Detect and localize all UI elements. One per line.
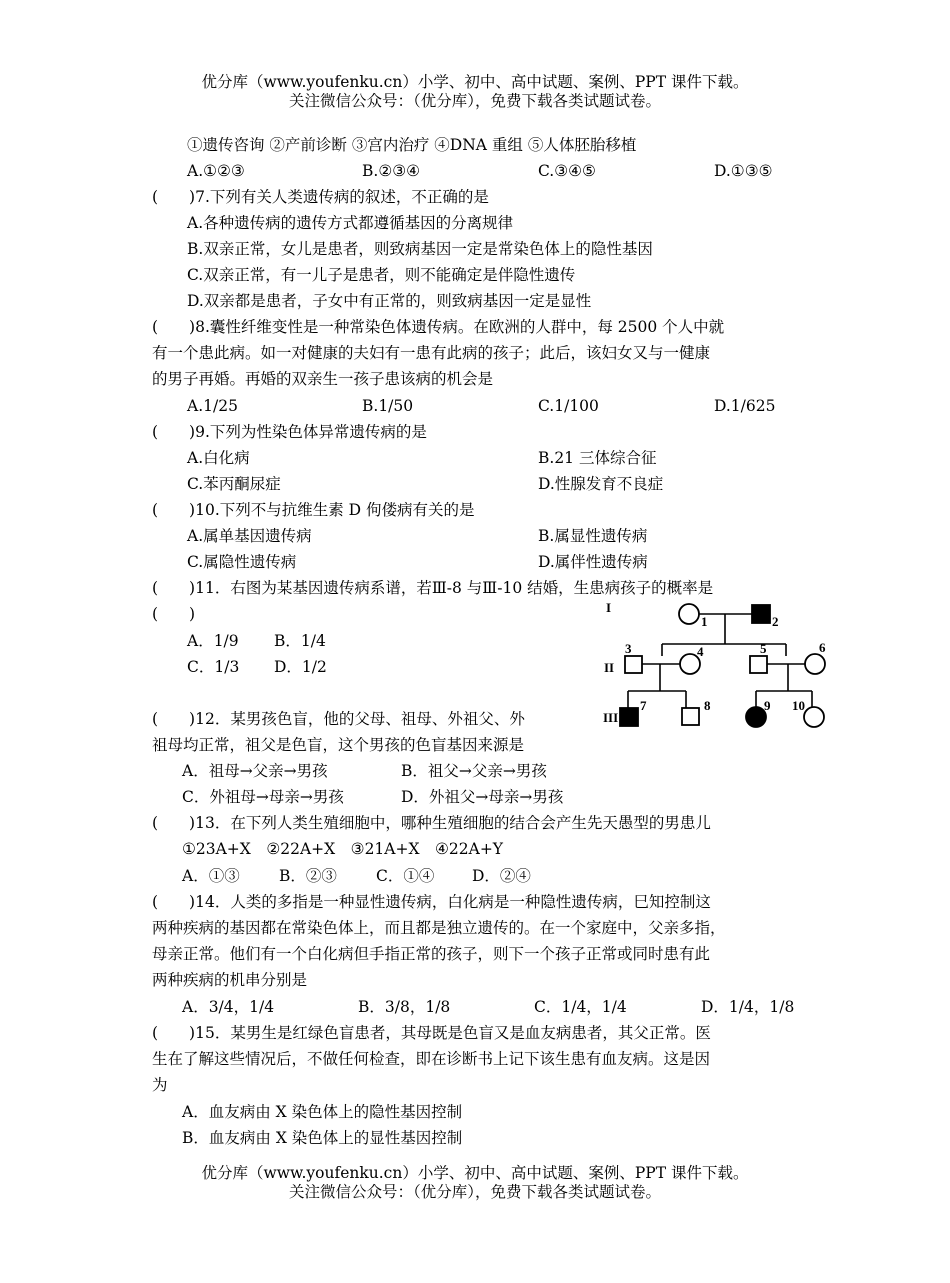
q8-option-c: C.1/100 xyxy=(538,397,599,415)
member-number-7: 7 xyxy=(640,698,647,713)
q13-items: ①23A+X ②22A+X ③21A+X ④22A+Y xyxy=(182,840,504,858)
q7-option-b: B.双亲正常，女儿是患者，则致病基因一定是常染色体上的隐性基因 xyxy=(187,240,653,258)
member-number-5: 5 xyxy=(760,641,767,656)
pedigree-male-2-affected xyxy=(752,605,770,623)
q6-option-b: B.②③④ xyxy=(362,162,421,180)
header-line-1: 优分库（www.youfenku.cn）小学、初中、高中试题、案例、PPT 课件下载。 xyxy=(201,73,749,91)
q10-option-d: D.属伴性遗传病 xyxy=(538,553,648,571)
q8-stem-line-2: 有一个患此病。如一对健康的夫妇有一患有此病的孩子；此后，该妇女又与一健康 xyxy=(152,344,711,362)
pedigree-male-8 xyxy=(682,708,699,725)
q8-option-d: D.1/625 xyxy=(714,397,776,415)
q6-items: ①遗传咨询 ②产前诊断 ③宫内治疗 ④DNA 重组 ⑤人体胚胎移植 xyxy=(187,136,637,154)
header-line-2: 关注微信公众号：（优分库），免费下载各类试题试卷。 xyxy=(288,92,661,110)
footer-line-2: 关注微信公众号：（优分库），免费下载各类试题试卷。 xyxy=(288,1183,661,1201)
q14-option-b: B．3/8，1/8 xyxy=(358,998,451,1016)
pedigree-female-6 xyxy=(805,654,825,674)
pedigree-female-9-affected xyxy=(746,707,766,727)
q14-option-d: D．1/4，1/8 xyxy=(701,998,795,1016)
q9-option-b: B.21 三体综合征 xyxy=(538,449,657,467)
q13-stem: ( )13．在下列人类生殖细胞中，哪种生殖细胞的结合会产生先天愚型的男患儿 xyxy=(152,814,711,832)
q11-option-a: A．1/9 xyxy=(187,632,239,650)
q13-option-c: C．①④ xyxy=(376,867,435,885)
q14-stem-line-3: 母亲正常。他们有一个白化病但手指正常的孩子，则下一个孩子正常或同时患有此 xyxy=(152,945,711,963)
pedigree-female-10 xyxy=(804,707,824,727)
q12-option-d: D．外祖父→母亲→男孩 xyxy=(401,788,564,806)
q7-option-d: D.双亲都是患者，子女中有正常的，则致病基因一定是显性 xyxy=(187,292,592,310)
q9-option-c: C.苯丙酮尿症 xyxy=(187,475,281,493)
q14-option-c: C．1/4，1/4 xyxy=(534,998,627,1016)
generation-label-1: I xyxy=(606,600,612,615)
q14-stem-line-2: 两种疾病的基因都在常染色体上，而且都是独立遗传的。在一个家庭中，父亲多指， xyxy=(152,919,726,937)
q15-stem-line-3: 为 xyxy=(152,1076,168,1094)
pedigree-male-5 xyxy=(750,656,767,673)
pedigree-male-3 xyxy=(625,656,642,673)
member-number-1: 1 xyxy=(701,614,708,629)
q9-stem: ( )9.下列为性染色体异常遗传病的是 xyxy=(152,423,427,441)
q7-stem: ( )7.下列有关人类遗传病的叙述，不正确的是 xyxy=(152,188,489,206)
member-number-2: 2 xyxy=(772,614,779,629)
q11-stem-line-2: ( ) xyxy=(152,605,196,623)
pedigree-male-7-affected xyxy=(620,708,638,726)
q8-stem-line-1: ( )8.囊性纤维变性是一种常染色体遗传病。在欧洲的人群中，每 2500 个人中就 xyxy=(152,318,725,336)
footer-line-1: 优分库（www.youfenku.cn）小学、初中、高中试题、案例、PPT 课件下载。 xyxy=(201,1164,749,1182)
generation-label-3: III xyxy=(603,710,619,725)
q6-option-d: D.①③⑤ xyxy=(714,162,773,180)
q12-option-b: B．祖父→父亲→男孩 xyxy=(401,762,547,780)
q7-option-a: A.各种遗传病的遗传方式都遵循基因的分离规律 xyxy=(187,214,514,232)
q10-option-b: B.属显性遗传病 xyxy=(538,527,648,545)
member-number-9: 9 xyxy=(764,698,771,713)
q14-stem-line-1: ( )14．人类的多指是一种显性遗传病，白化病是一种隐性遗传病，巳知控制这 xyxy=(152,893,711,911)
q13-option-a: A．①③ xyxy=(182,867,240,885)
q8-option-b: B.1/50 xyxy=(362,397,414,415)
q12-stem-line-1: ( )12．某男孩色盲，他的父母、祖母、外祖父、外 xyxy=(152,710,525,728)
q6-option-a: A.①②③ xyxy=(187,162,245,180)
q6-option-c: C.③④⑤ xyxy=(538,162,596,180)
q10-option-a: A.属单基因遗传病 xyxy=(187,527,312,545)
pedigree-diagram xyxy=(600,596,835,736)
q13-option-d: D．②④ xyxy=(472,867,531,885)
member-number-8: 8 xyxy=(704,698,711,713)
q10-stem: ( )10.下列不与抗维生素 D 佝偻病有关的是 xyxy=(152,501,475,519)
q15-stem-line-1: ( )15．某男生是红绿色盲患者，其母既是色盲又是血友病患者，其父正常。医 xyxy=(152,1024,711,1042)
q8-stem-line-3: 的男子再婚。再婚的双亲生一孩子患该病的机会是 xyxy=(152,370,494,388)
q11-option-c: C．1/3 xyxy=(187,658,240,676)
q9-option-a: A.白化病 xyxy=(187,449,250,467)
pedigree-female-1 xyxy=(679,604,699,624)
q11-stem-line-1: ( )11．右图为某基因遗传病系谱，若Ⅲ-8 与Ⅲ-10 结婚，生患病孩子的概率是 xyxy=(152,579,714,597)
q14-option-a: A．3/4，1/4 xyxy=(182,998,275,1016)
member-number-6: 6 xyxy=(819,640,826,655)
q12-option-a: A．祖母→父亲→男孩 xyxy=(182,762,328,780)
q8-option-a: A.1/25 xyxy=(187,397,238,415)
q11-option-d: D．1/2 xyxy=(274,658,327,676)
q14-stem-line-4: 两种疾病的机串分别是 xyxy=(152,971,308,989)
q15-stem-line-2: 生在了解这些情况后，不做任何检查，即在诊断书上记下该生患有血友病。这是因 xyxy=(152,1050,711,1068)
q12-option-c: C．外祖母→母亲→男孩 xyxy=(182,788,344,806)
q15-option-b: B．血友病由 X 染色体上的显性基因控制 xyxy=(182,1129,463,1147)
q13-option-b: B．②③ xyxy=(279,867,337,885)
member-number-3: 3 xyxy=(625,641,632,656)
member-number-4: 4 xyxy=(697,644,704,659)
member-number-10: 10 xyxy=(792,698,805,713)
generation-label-2: II xyxy=(604,660,615,675)
q10-option-c: C.属隐性遗传病 xyxy=(187,553,297,571)
q7-option-c: C.双亲正常，有一儿子是患者，则不能确定是伴隐性遗传 xyxy=(187,266,576,284)
q11-option-b: B．1/4 xyxy=(274,632,326,650)
q9-option-d: D.性腺发育不良症 xyxy=(538,475,664,493)
q12-stem-line-2: 祖母均正常，祖父是色盲，这个男孩的色盲基因来源是 xyxy=(152,736,525,754)
q15-option-a: A．血友病由 X 染色体上的隐性基因控制 xyxy=(182,1103,463,1121)
